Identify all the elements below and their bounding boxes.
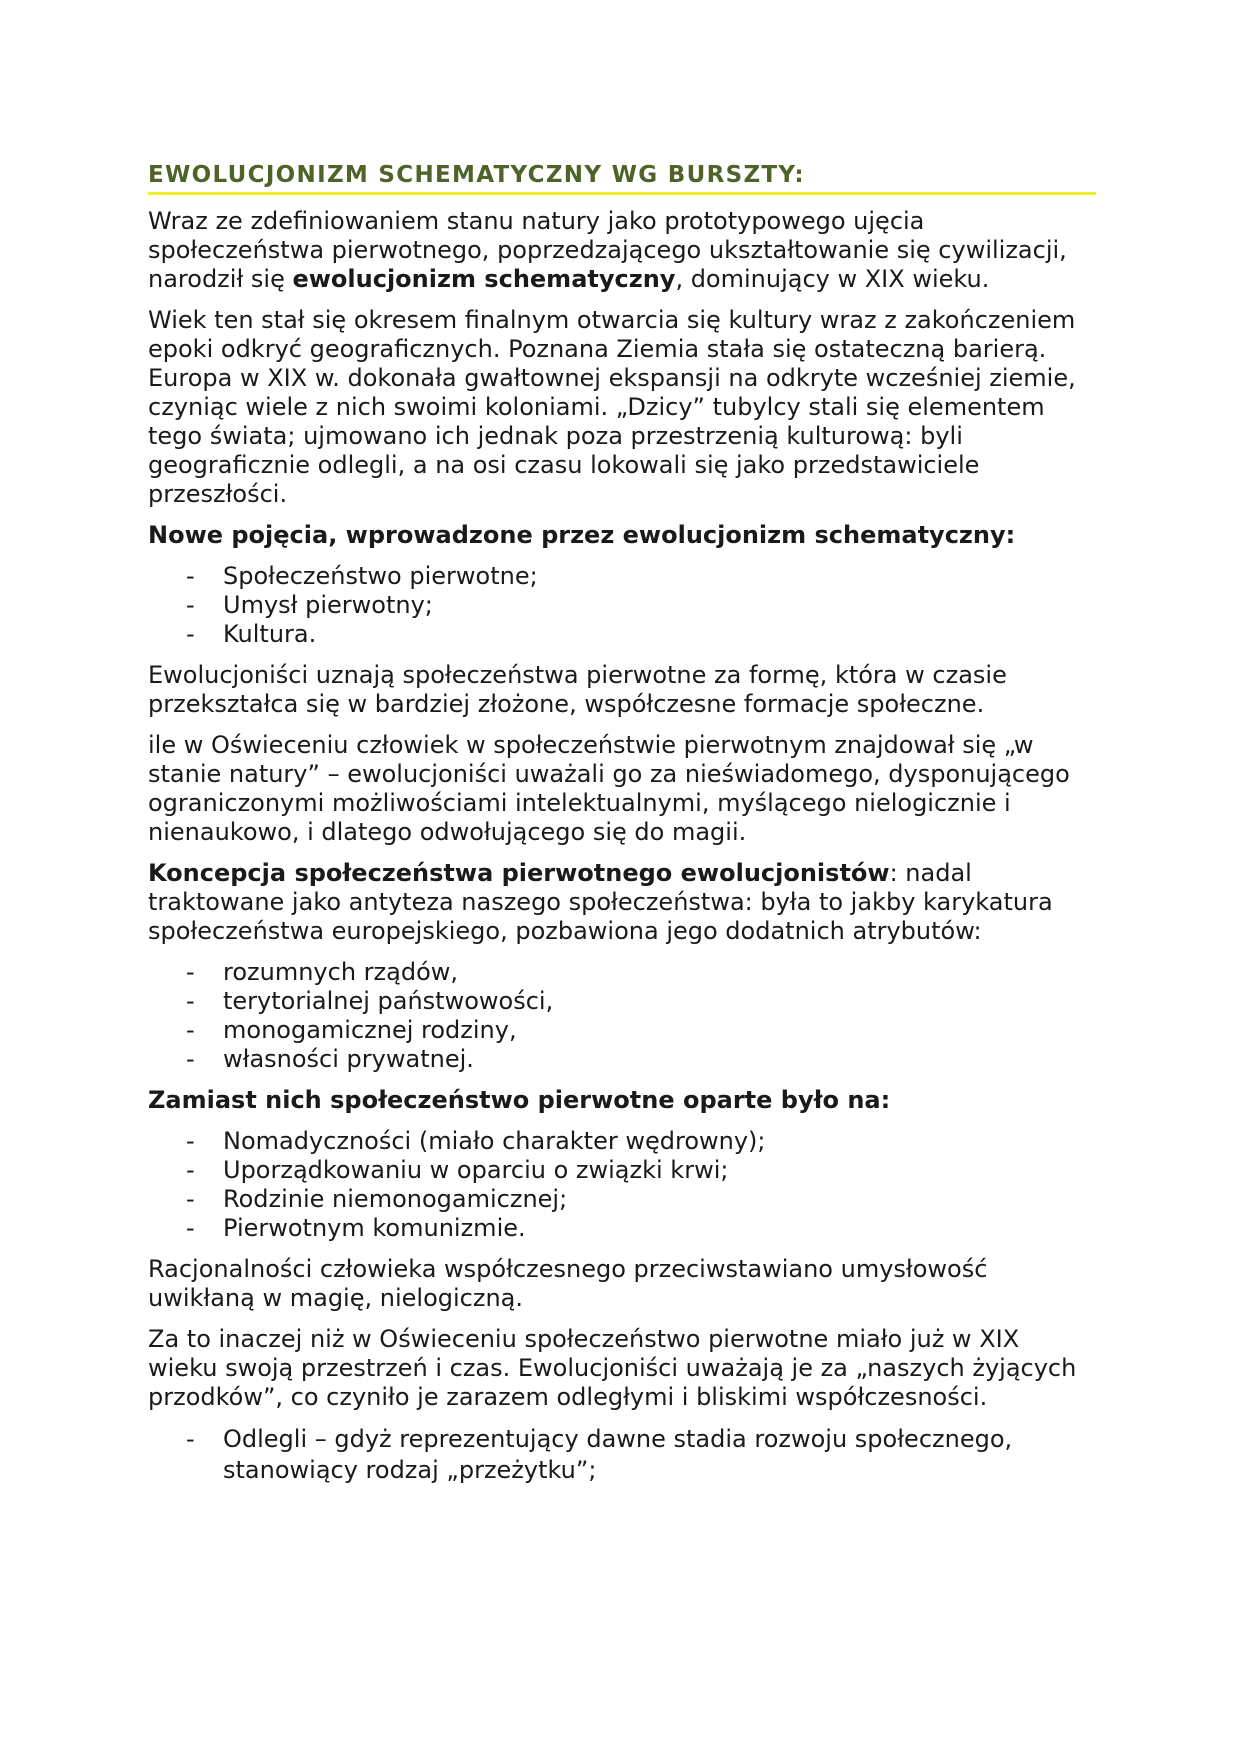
document-page (148, 160, 1096, 1498)
list-based-on (148, 1127, 1096, 1243)
paragraph-space-time: Za to inaczej niż w Oświeceniu społeczeństwo pierwotne miało już w XIX wieku swoją przestrzeń i czas. Ewolucjoniści uważają je za „naszych żyjących przodków”, co czyniło je zarazem odległymi i bliskimi współczesności. (148, 1325, 1077, 1411)
subheading-new-concepts: Nowe pojęcia, wprowadzone przez ewolucjonizm schematyczny: (148, 521, 1016, 549)
paragraph-rationality: Racjonalności człowieka współczesnego przeciwstawiano umysłowość uwikłaną w magię, nielogiczną. (148, 1255, 988, 1312)
list-item: - monogamicznej rodziny, (186, 1016, 517, 1044)
list-item: - terytorialnej państwowości, (186, 987, 554, 1015)
list-attributes (148, 958, 1096, 1074)
list-item: - Odlegli – gdyż reprezentujący dawne stadia rozwoju społecznego, stanowiący rodzaj „przeżytku”; (186, 1425, 1013, 1484)
list-item: - Nomadyczności (miało charakter wędrowny); (186, 1127, 766, 1155)
bold-term: Koncepcja społeczeństwa pierwotnego ewolucjonistów (148, 859, 890, 887)
list-item: - Kultura. (186, 620, 317, 648)
list-item: - Uporządkowaniu w oparciu o związki krwi; (186, 1156, 729, 1184)
paragraph-intro: Wraz ze zdefiniowaniem stanu natury jako prototypowego ujęcia społeczeństwa pierwotnego, poprzedzającego ukształtowanie się cywilizacji, narodził się ewolucjonizm schematyczny, dominujący w XIX wieku. (148, 207, 1067, 293)
list-item: - własności prywatnej. (186, 1045, 474, 1073)
paragraph-concept: Koncepcja społeczeństwa pierwotnego ewolucjonistów: nadal traktowane jako antyteza naszego społeczeństwa: była to jakby karykatura społeczeństwa europejskiego, pozbawiona jego dodatnich atrybutów: (148, 859, 1053, 945)
list-item: - Pierwotnym komunizmie. (186, 1214, 526, 1242)
bold-term: ewolucjonizm schematyczny (292, 265, 676, 293)
subheading-instead: Zamiast nich społeczeństwo pierwotne oparte było na: (148, 1086, 891, 1114)
list-item: - rozumnych rządów, (186, 958, 459, 986)
list-new-concepts (148, 562, 1096, 649)
list-item: - Społeczeństwo pierwotne; (186, 562, 538, 590)
list-item: - Rodzinie niemonogamicznej; (186, 1185, 568, 1213)
paragraph-enlightenment: ile w Oświeceniu człowiek w społeczeństwie pierwotnym znajdował się „w stanie natury” – ewolucjoniści uważali go za nieświadomego, dysponującego ograniczonymi możliwościami intelektualnymi, myślącego nielogicznie i nienaukowo, i dlatego odwołującego się do magii. (148, 731, 1070, 846)
paragraph-era: Wiek ten stał się okresem finalnym otwarcia się kultury wraz z zakończeniem epoki odkryć geograficznych. Poznana Ziemia stała się ostateczną barierą. Europa w XIX w. dokonała gwałtownej ekspansji na odkryte wcześniej ziemie, czyniąc wiele z nich swoimi koloniami. „Dzicy” tubylcy stali się elementem tego świata; ujmowano ich jednak poza przestrzenią kulturową: byli geograficznie odlegli, a na osi czasu lokowali się jako przedstawiciele przeszłości. (148, 306, 1076, 508)
paragraph-evolutionists: Ewolucjoniści uznają społeczeństwa pierwotne za formę, która w czasie przekształca się w bardziej złożone, współczesne formacje społeczne. (148, 661, 1007, 718)
list-item: - Umysł pierwotny; (186, 591, 433, 619)
list-distant (148, 1424, 1096, 1486)
document-title: EWOLUCJONIZM SCHEMATYCZNY WG BURSZTY: (148, 160, 1096, 195)
